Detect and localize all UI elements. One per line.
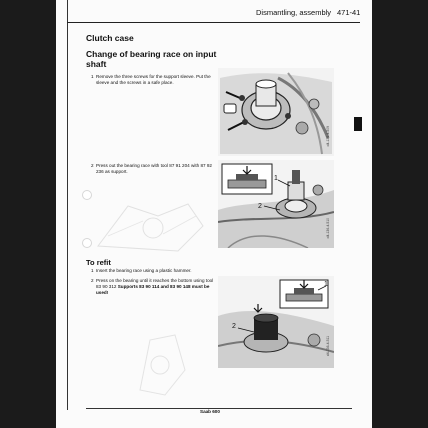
running-head: Dismantling, assembly	[256, 8, 332, 17]
bleed-through-illustration	[88, 196, 208, 256]
margin-rule	[67, 0, 68, 410]
step-text: Remove the three screws for the support sleeve. Put the sleeve and the screws in a safe place.	[96, 74, 211, 85]
step-text: Press on the bearing until it reaches the bottom using tool 83 90 312	[96, 278, 214, 289]
step-item	[91, 278, 216, 295]
figure-press-out-race	[218, 160, 334, 248]
section-title: Clutch case	[86, 33, 134, 43]
step-number: 2	[91, 278, 94, 283]
callout-2: 2	[232, 323, 236, 330]
figure-code: d4-136-4-510	[326, 218, 330, 239]
figure-remove-sleeve	[218, 68, 334, 156]
figure-press-on-bearing	[218, 276, 334, 368]
step-number: 1	[91, 268, 94, 273]
step-text: Press out the bearing race with tool 87 91 204 with 87 92 236 as support.	[96, 163, 212, 174]
step-text: Insert the bearing race using a plastic hammer.	[96, 268, 192, 273]
figure-code: d4-136-4-511	[326, 336, 330, 357]
step-number: 2	[91, 163, 94, 168]
callout-2: 2	[258, 203, 262, 210]
callout-1: 1	[274, 175, 278, 182]
section-tab-marker	[354, 117, 362, 131]
step-item	[91, 268, 216, 274]
footer-text: Saab 600	[200, 409, 220, 414]
step-warning: Supports 83 90 114 and 83 90 148 must be used!	[96, 283, 210, 295]
section-subtitle: Change of bearing race on input shaft	[86, 49, 217, 69]
figure-code: d4-136-4-509	[326, 126, 330, 147]
step-number: 1	[91, 74, 94, 79]
page-edge	[368, 0, 372, 428]
page-number: 471-41	[337, 8, 361, 17]
bleed-through-illustration	[130, 330, 190, 400]
step-item	[91, 74, 214, 86]
step-item	[91, 163, 214, 175]
callout-1: 1	[324, 281, 328, 288]
refit-title: To refit	[86, 258, 111, 267]
